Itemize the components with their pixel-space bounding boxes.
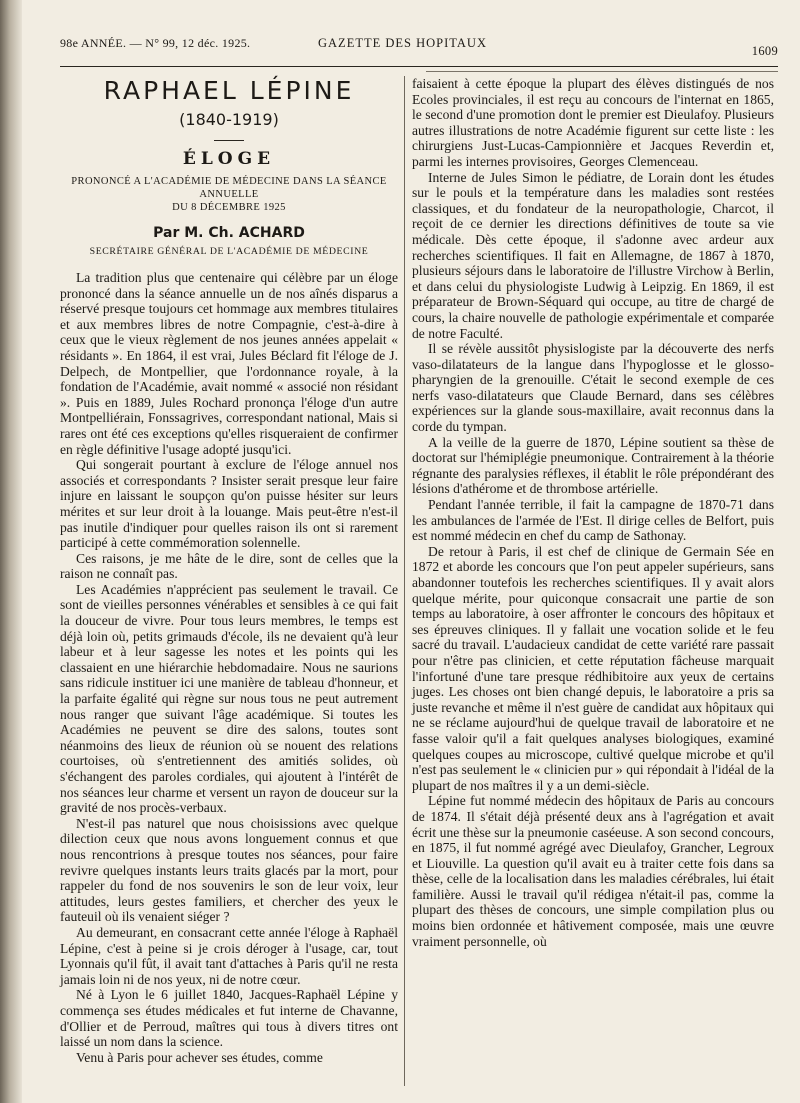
paragraph: Qui songerait pourtant à exclure de l'éloge annuel nos associés et correspondants ? Insister serait presque leur faire injure en laissant le soupçon qu'on puisse hésiter sur leurs mérites et sur leur droit à la louange. Mais peut-être n'est-il pas inutile d'indiquer pour quelles raison ils ont si rarement participé à cette commémoration solennelle.	[60, 457, 398, 551]
paragraph: Ces raisons, je me hâte de le dire, sont de celles que la raison ne connaît pas.	[60, 550, 398, 582]
column-divider	[404, 76, 405, 1086]
paragraph: Venu à Paris pour achever ses études, comme	[76, 1049, 323, 1065]
issue-line: 98e ANNÉE. — N° 99, 12 déc. 1925.	[60, 36, 251, 50]
paragraph: De retour à Paris, il est chef de clinique de Germain Sée en 1872 et aborde les concours que l'on peut appeler supérieurs, sans abandonner toutefois les recherches scientifiques. Il y avait alors quelque mérite, pour quiconque consacrait une partie de son temps au laboratoire, à oser affronter le concours des hôpitaux et ses épreuves cliniques. Il y fallait une vocation solide et le feu sacré du travail. L'audacieux candidat de cette variété rare passait pour n'être pas clinicien, et cette réputation fâcheuse marquait l'infortuné d'une tare presque rédhibitoire aux yeux de certains juges. Les choses ont bien changé depuis, le laboratoire a pris sa juste revanche et même il n'est guère de candidat aux hôpitaux qui ne se réclame aujourd'hui de quelque travail de laboratoire et ne fasse valoir qu'il a fait quelques analyses biologiques, examiné quelques coupes au microscope, cultivé quelque microbe et qu'il n'est pas seulement le « clinicien pur » qui répondait à l'idéal de la plupart de nos maîtres il y a un demi-siècle.	[412, 543, 774, 793]
subtitle-line-2: DU 8 DÉCEMBRE 1925	[172, 202, 286, 213]
paragraph: Interne de Jules Simon le pédiatre, de Lorain dont les études sur le pouls et la température dans les maladies sont restées classiques, et du fondateur de la neuropathologie, Charcot, il reçoit de ce dernier les directions définitives de toute sa vie médicale. Dès cette époque, il s'adonne avec ardeur aux recherches scientifiques. Il fait en Allemagne, de 1867 à 1870, plusieurs séjours dans le laboratoire de l'illustre Virchow à Berlin, et dans celui du physiologiste Ludwig à Leipzig. En 1869, il est préparateur de Brown-Séquard qui occupe, au titre de chargé de cours, la chaire nouvelle de pathologie expérimentale et comparée de notre Faculté.	[412, 169, 774, 341]
left-column	[60, 76, 398, 1065]
paragraph: A la veille de la guerre de 1870, Lépine soutient sa thèse de doctorat sur l'hémiplégie pneumonique. Contrairement à la théorie régnante des paralysies réflexes, il établit le rôle prépondérant des lésions d'athérome et de thrombose artérielle.	[412, 434, 774, 497]
life-dates: (1840-1919)	[179, 110, 279, 129]
paragraph: Pendant l'année terrible, il fait la campagne de 1870-71 dans les ambulances de l'armée de l'Est. Il dirige celles de Belfort, puis est nommé médecin en chef du camp de Sathonay.	[412, 497, 774, 544]
paragraph: Lépine fut nommé médecin des hôpitaux de Paris au concours de 1874. Il s'était déjà présenté deux ans à l'agrégation et avait écrit une thèse sur la pneumonie caséeuse. A son second concours, en 1875, il fut nommé agrégé avec Dieulafoy, Grancher, Legroux et Liouville. La question qu'il avait eu à traiter cette fois dans sa thèse, celle de la localisation dans les maladies cérébrales, lui était familière. Aussi le travail qu'il rédigea n'était-il pas, comme la plupart des thèses de concours, une simple compilation plus ou moins bien ordonnée et hâtivement composée, mais une œuvre vraiment personnelle, où	[412, 793, 774, 949]
title-divider	[214, 140, 244, 141]
eloge-heading: ÉLOGE	[182, 149, 276, 169]
paragraph: La tradition plus que centenaire qui célèbre par un éloge prononcé dans la séance annuelle un de nos aînés disparus a réservé presque toujours cet hommage aux membres titulaires et aux membres libres de notre Compagnie, c'est-à-dire à ceux que le vieux règlement de nos jeunes années appelait « résidants ». En 1864, il est vrai, Jules Béclard fit l'éloge de J. Delpech, de Montpellier, que l'ordonnance royale, à la fondation de l'Académie, avait nommé « associé non résidant ». Puis en 1889, Jules Rochard prononça l'éloge d'un autre Montpelliérain, Fonssagrives, correspondant national, Mais si rares ont été ces exceptions qu'elles risqueraient de confirmer en règle définitive l'usage adopté jusqu'ici.	[60, 270, 398, 457]
book-binding-shadow	[0, 0, 22, 1103]
paragraph: Au demeurant, en consacrant cette année l'éloge à Raphaël Lépine, c'est à peine si je crois déroger à l'usage, car, tout Lyonnais qu'il fût, il avait tant d'attaches à Paris qu'il ne resta jamais loin ni de nos yeux, ni de notre cœur.	[60, 924, 398, 987]
page-number: 1609	[751, 44, 778, 58]
paragraph: Né à Lyon le 6 juillet 1840, Jacques-Raphaël Lépine y commença ses études médicales et fut interne de Chavanne, d'Ollier et de Perroud, maîtres qui tous à divers titres ont laissé un nom dans la science.	[60, 987, 398, 1050]
author-byline: Par M. Ch. ACHARD	[153, 225, 305, 241]
paragraph: Les Académies n'apprécient pas seulement le travail. Ce sont de vieilles personnes vénérables et sensibles à ce qui fait la douceur de vivre. Pour tous leurs membres, le temps est déjà loin où, petits grimauds d'école, ils ne devaient qu'à leur labeur et à leur sagesse les notes et les points qui les classaient en une hiérarchie hebdomadaire. Nous ne saurions sans ridicule instituer ici une manière de tableau d'honneur, et la parfaite égalité qui règne sur nous tous ne peut autrement nous ranger que suivant l'âge académique. Si toutes les Académies ne peuvent se dire des salons, toutes sont néanmoins des lieux de réunion où se nouent des relations courtoises, où s'entretiennent des amitiés solides, où s'échangent des paroles cordiales, qui ajoutent à l'intérêt de nos séances leur charme et versent un rayon de douceur sur la gravité de nos procès-verbaux.	[60, 581, 398, 816]
header-rule-secondary	[426, 71, 778, 72]
subtitle-line-1: PRONONCÉ A L'ACADÉMIE DE MÉDECINE DANS LA SÉANCE ANNUELLE	[71, 176, 387, 200]
running-head	[60, 32, 778, 58]
paragraph: N'est-il pas naturel que nous choisissions avec quelque dilection ceux que nous avons longuement connus et que nous rencontrions à presque toutes nos séances, pour faire revivre quelques instants leurs traits glacés par la mort, pour rappeler du fond de nos souvenirs le son de leur voix, leur attitudes, leurs gestes familiers, et chercher des yeux le fauteuil où ils venaient siéger ?	[60, 815, 398, 925]
paragraph: faisaient à cette époque la plupart des élèves distingués de nos Ecoles provinciales, il est reçu au concours de l'internat en 1865, le second d'une promotion dont le premier est Dieulafoy. Plusieurs autres illustrations de notre Académie figurent sur cette liste : les chirurgiens Just-Lucas-Campionnière et Jacques Reverdin et, parmi les internes provisoires, Georges Clemenceau.	[412, 76, 774, 169]
journal-page	[26, 0, 786, 1103]
right-column	[412, 76, 774, 949]
header-rule	[60, 66, 778, 67]
article-title: RAPHAEL LÉPINE	[103, 76, 355, 105]
paragraph: Il se révèle aussitôt physislogiste par la découverte des nerfs vaso-dilatateurs de la langue dans l'hypoglosse et le glosso-pharyngien de la grenouille. C'était le second exemple de ces nerfs vaso-dilatateurs que Claude Bernard, dans ses célèbres expériences sur la glande sous-maxillaire, avait reconnus dans la corde du tympan.	[412, 341, 774, 435]
journal-name: GAZETTE DES HOPITAUX	[318, 36, 487, 50]
author-role: SECRÉTAIRE GÉNÉRAL DE L'ACADÉMIE DE MÉDECINE	[89, 246, 369, 257]
